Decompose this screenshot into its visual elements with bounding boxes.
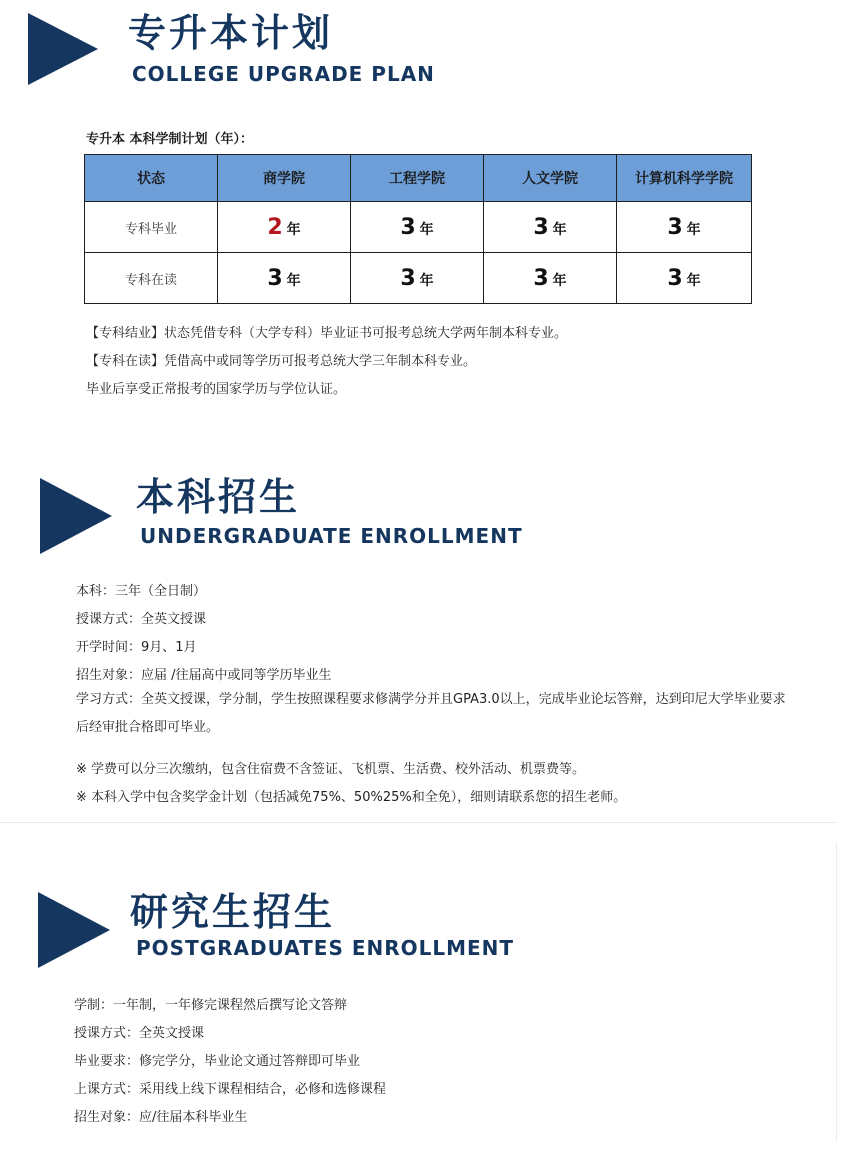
header-cell-computer-science: 计算机科学学院 [617, 155, 752, 202]
row-label: 专科在读 [85, 253, 218, 304]
years-unit: 年 [419, 221, 434, 238]
header-cell-business: 商学院 [218, 155, 351, 202]
years-value: 3 [267, 265, 283, 291]
section-title-en: COLLEGE UPGRADE PLAN [132, 62, 435, 86]
info-line: 毕业要求：修完学分，毕业论文通过答辩即可毕业 [74, 1054, 361, 1069]
years-unit: 年 [552, 272, 567, 289]
section-title-cn: 研究生招生 [130, 890, 336, 934]
plan-caption: 专升本 本科学制计划（年）： [86, 132, 254, 147]
section-title-cn: 本科招生 [136, 475, 301, 519]
years-unit: 年 [286, 221, 301, 238]
info-line: 上课方式：采用线上线下课程相结合，必修和选修课程 [74, 1082, 387, 1097]
fee-note: ※ 学费可以分三次缴纳，包含住宿费不含签证、飞机票、生活费、校外活动、机票费等。 [76, 762, 586, 777]
info-line: 授课方式：全英文授课 [76, 612, 207, 627]
info-line: 招生对象：应/往届本科毕业生 [74, 1110, 248, 1125]
plan-note-certification: 毕业后享受正常报考的国家学历与学位认证。 [86, 382, 347, 397]
header-cell-status: 状态 [85, 155, 218, 202]
plan-note-enrolled: 【专科在读】凭借高中或同等学历可报考总统大学三年制本科专业。 [86, 354, 477, 369]
years-value: 3 [400, 265, 416, 291]
section-title-cn: 专升本计划 [128, 11, 334, 55]
years-value: 3 [667, 214, 683, 240]
years-unit: 年 [419, 272, 434, 289]
plan-note-graduate: 【专科结业】状态凭借专科（大学专科）毕业证书可报考总统大学两年制本科专业。 [86, 326, 568, 341]
info-line: 学习方式：全英文授课，学分制，学生按照课程要求修满学分并且GPA3.0以上，完成毕业论坛答辩，达到印尼大学毕业要求后经审批合格即可毕业。 [76, 692, 786, 735]
header-cell-humanities: 人文学院 [484, 155, 617, 202]
years-value: 3 [400, 214, 416, 240]
years-value: 3 [533, 214, 549, 240]
info-line: 学制：一年制，一年修完课程然后撰写论文答辩 [74, 998, 348, 1013]
info-line: 本科：三年（全日制） [76, 584, 207, 599]
years-unit: 年 [686, 221, 701, 238]
info-line: 招生对象：应届 /往届高中或同等学历毕业生 [76, 668, 332, 683]
header-cell-engineering: 工程学院 [351, 155, 484, 202]
years-value: 2 [267, 214, 283, 240]
info-line: 授课方式：全英文授课 [74, 1026, 205, 1041]
years-value: 3 [667, 265, 683, 291]
scholarship-note: ※ 本科入学中包含奖学金计划（包括减免75%、50%25%和全免），细则请联系您的招生老师。 [76, 790, 627, 805]
years-unit: 年 [552, 221, 567, 238]
triangle-arrow-icon [38, 892, 110, 968]
years-value: 3 [533, 265, 549, 291]
years-unit: 年 [686, 272, 701, 289]
section-title-en: UNDERGRADUATE ENROLLMENT [140, 524, 523, 548]
section-title-en: POSTGRADUATES ENROLLMENT [136, 936, 515, 960]
row-label: 专科毕业 [85, 202, 218, 253]
info-line: 开学时间：9月、1月 [76, 640, 197, 655]
years-unit: 年 [286, 272, 301, 289]
